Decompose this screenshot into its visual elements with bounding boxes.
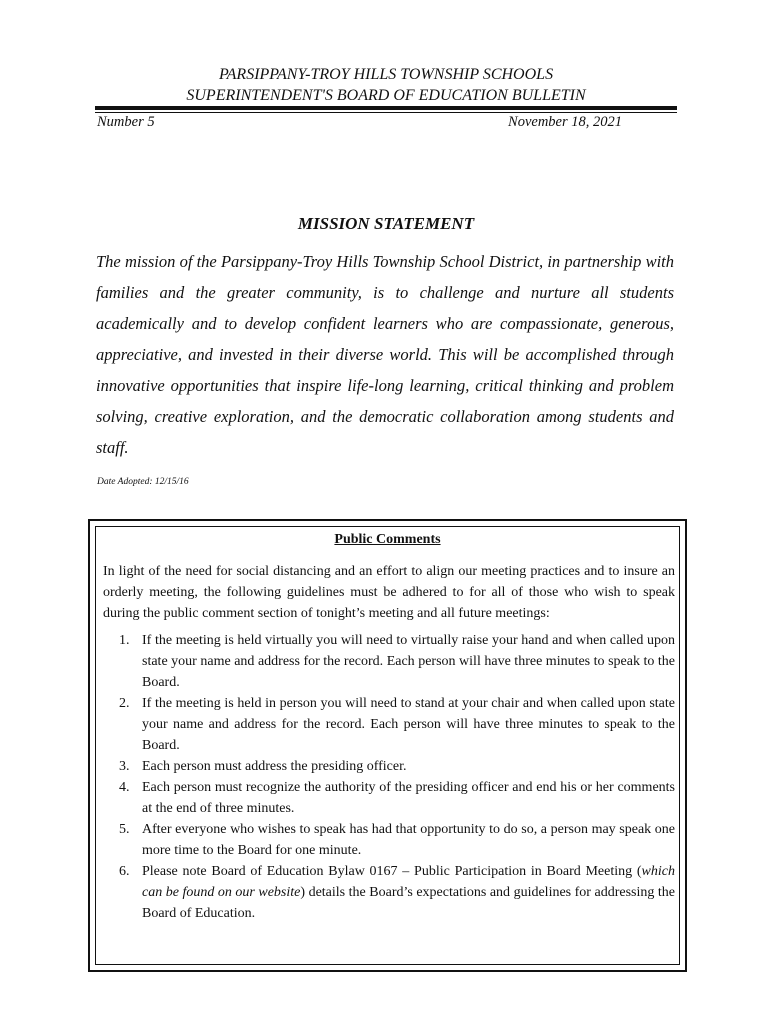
list-item-number: 4. xyxy=(119,780,130,795)
list-item-text: Each person must address the presiding officer. xyxy=(142,759,407,774)
bulletin-header xyxy=(95,64,677,106)
bulletin-title: SUPERINTENDENT'S BOARD OF EDUCATION BULLETIN xyxy=(186,87,586,104)
list-item xyxy=(103,693,675,756)
district-name: PARSIPPANY-TROY HILLS TOWNSHIP SCHOOLS xyxy=(218,66,554,83)
list-item-text-after: ) details the Board’s expectations and guidelines for addressing the Board of Education. xyxy=(142,885,675,921)
bulletin-date: November 18, 2021 xyxy=(508,114,622,130)
list-item-number: 3. xyxy=(119,759,130,774)
list-item-number: 6. xyxy=(119,864,130,879)
list-item-number: 2. xyxy=(119,696,130,711)
list-item-text: If the meeting is held in person you will need to stand at your chair and when called upon state your name and address for the record. Each person will have three minutes to speak to the Board. xyxy=(142,696,675,753)
list-item-text-before: Please note Board of Education Bylaw 0167 – Public Participation in Board Meeting ( xyxy=(142,864,642,879)
header-rule-thin xyxy=(95,112,677,113)
header-rule-thick xyxy=(95,106,677,110)
list-item-text: Each person must recognize the authority of the presiding officer and end his or her comments at the end of three minutes. xyxy=(142,780,675,816)
list-item-text: After everyone who wishes to speak has had that opportunity to do so, a person may speak one more time to the Board for one minute. xyxy=(142,822,675,858)
public-comments-title: Public Comments xyxy=(334,532,441,547)
date-adopted: Date Adopted: 12/15/16 xyxy=(97,477,189,487)
list-item xyxy=(103,861,675,924)
list-item xyxy=(103,819,675,861)
list-item xyxy=(103,756,675,777)
mission-text: The mission of the Parsippany-Troy Hills Township School District, in partnership with families and the greater community, is to challenge and nurture all students academically and to develop confident learners who are compassionate, generous, appreciative, and invested in their diverse world. This will be accomplished through innovative opportunities that inspire life-long learning, critical thinking and problem solving, creative exploration, and the democratic collaboration among students and staff. xyxy=(96,252,674,457)
list-item-number: 1. xyxy=(119,633,130,648)
list-item xyxy=(103,630,675,693)
bulletin-number: Number 5 xyxy=(97,114,155,130)
mission-title: MISSION STATEMENT xyxy=(297,214,475,233)
public-comments-list xyxy=(103,630,675,924)
list-item-number: 5. xyxy=(119,822,130,837)
public-comments-intro: In light of the need for social distancing and an effort to align our meeting practices and to insure an orderly meeting, the following guidelines must be adhered to for all of those who wish to speak during the public comment section of tonight’s meeting and all future meetings: xyxy=(103,564,675,621)
list-item-text: If the meeting is held virtually you will need to virtually raise your hand and when called upon state your name and address for the record. Each person will have three minutes to speak to the Board. xyxy=(142,633,675,690)
website-note: which can be found on our website xyxy=(142,864,675,900)
list-item xyxy=(103,777,675,819)
